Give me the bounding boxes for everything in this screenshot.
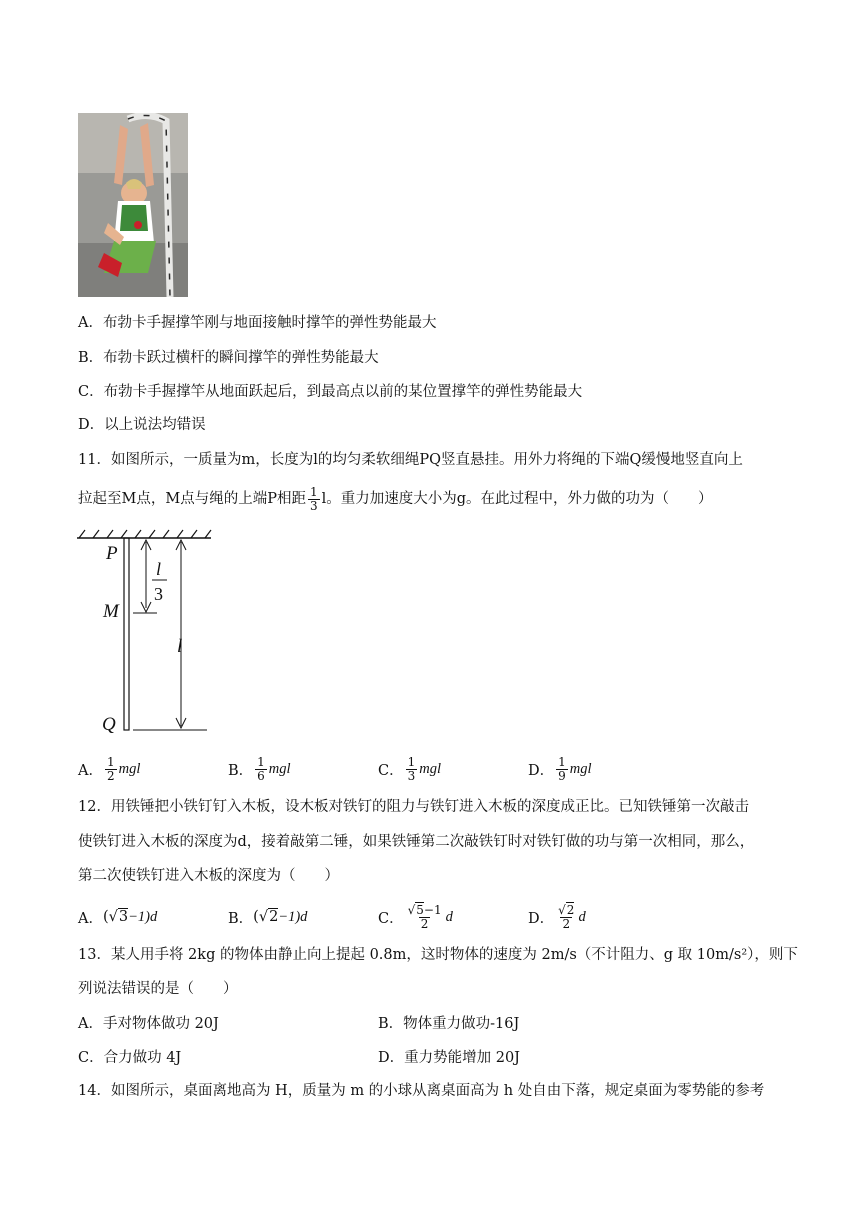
q12-a-letter: A． [78,910,103,927]
q11-a-letter: A． [78,763,103,779]
q11-line2-post: l。重力加速度大小为g。在此过程中，外力做的功为（ ） [321,491,713,507]
q12-b-rad: 2 [269,909,279,925]
q12-options [78,902,778,932]
q11-b-den: 6 [257,769,265,783]
q11-option-c [378,756,441,783]
q13-option-b: B．物体重力做功-16J [378,1016,520,1032]
q12-a-rad: 3 [118,909,129,925]
q11-frac-num: 1 [309,484,318,499]
q11-d-tail: mgl [569,761,592,777]
q11-line2 [78,482,713,516]
q13-option-c: C．合力做功 4J [78,1050,182,1066]
q12-c-num: √5−1 [407,902,442,917]
q13-option-d: D．重力势能增加 20J [378,1050,520,1066]
q12-a-tail: −1)d [128,908,158,925]
option-c: C．布勃卡手握撑竿从地面跃起后，到最高点以前的某位置撑竿的弹性势能最大 [78,384,583,400]
q11-c-num: 1 [407,755,416,769]
option-b: B．布勃卡跃过横杆的瞬间撑竿的弹性势能最大 [78,350,379,366]
q12-d-tail: d [578,908,586,925]
rope-diagram [75,528,215,736]
q12-b-tail: −1)d [278,908,308,925]
q12-d-den: 2 [562,916,571,931]
option-a: A．布勃卡手握撑竿刚与地面接触时撑竿的弹性势能最大 [78,315,437,331]
label-m: M [103,601,119,622]
q14-line1: 14．如图所示，桌面离地高为 H，质量为 m 的小球从离桌面高为 h 处自由下落，规定桌面为零势能的参考 [78,1083,765,1099]
label-l-den: 3 [154,584,163,604]
q11-line2-pre: 拉起至M点，M点与绳的上端P相距 [78,491,306,507]
q11-c-tail: mgl [419,761,441,777]
q12-option-d [528,902,586,932]
label-l: l [177,636,183,657]
q11-line1: 11．如图所示，一质量为m，长度为l的均匀柔软细绳PQ竖直悬挂。用外力将绳的下端Q缓慢地竖直向上 [78,452,743,468]
option-d: D．以上说法均错误 [78,417,206,433]
q11-b-frac [255,756,267,783]
q12-c-frac [406,904,444,931]
label-l-num: l [156,559,162,579]
q11-b-letter: B． [228,763,254,779]
q12-c-den: 2 [420,916,429,931]
q12-b-letter: B． [228,910,254,927]
q11-d-letter: D． [528,763,555,779]
q11-d-num: 1 [558,755,566,769]
q12-d-num: √2 [558,902,575,917]
q12-option-c [378,902,453,932]
q12-line1: 12．用铁锤把小铁钉钉入木板，设木板对铁钉的阻力与铁钉进入木板的深度成正比。已知铁锤第一次敲击 [78,799,749,815]
q11-c-den: 3 [407,769,416,783]
pole-vault-photo [78,113,188,297]
q11-a-den: 2 [106,769,115,783]
q11-d-frac [556,756,568,783]
q12-c-letter: C． [378,910,404,927]
q11-d-den: 9 [558,769,566,783]
q11-fraction [308,486,320,513]
q11-a-tail: mgl [118,761,141,777]
q12-option-a: A． (√3 −1)d [78,908,158,927]
q12-option-b: B． (√2 −1)d [228,908,308,927]
q11-a-num: 1 [106,755,115,769]
q11-c-frac [406,756,418,783]
q12-line2: 使铁钉进入木板的深度为d，接着敲第二锤，如果铁锤第二次敲铁钉时对铁钉做的功与第一次相同，那么， [78,834,755,850]
q11-b-tail: mgl [268,761,291,777]
q11-b-num: 1 [257,755,265,769]
q12-d-letter: D． [528,910,555,927]
q11-options [78,756,778,782]
q11-option-d [528,756,592,783]
q12-line3: 第二次使铁钉进入木板的深度为（ ） [78,868,339,884]
label-p: P [106,543,118,564]
q11-option-a [78,756,140,783]
label-q: Q [102,714,116,735]
q11-a-frac [105,756,117,783]
q11-frac-den: 3 [309,498,318,513]
q12-c-tail: d [445,908,453,925]
q12-d-num-rad: 2 [566,902,575,917]
q12-c-num-tail: −1 [423,902,442,917]
q13-line2: 列说法错误的是（ ） [78,981,238,997]
q11-c-letter: C． [378,763,404,779]
q11-option-b [228,756,291,783]
q12-c-num-rad: 5 [416,902,424,917]
q12-d-frac [556,904,576,931]
q13-line1: 13．某人用手将 2kg 的物体由静止向上提起 0.8m，这时物体的速度为 2m/s（不计阻力、g 取 10m/s²），则下 [78,947,798,963]
q13-option-a: A．手对物体做功 20J [78,1016,219,1032]
